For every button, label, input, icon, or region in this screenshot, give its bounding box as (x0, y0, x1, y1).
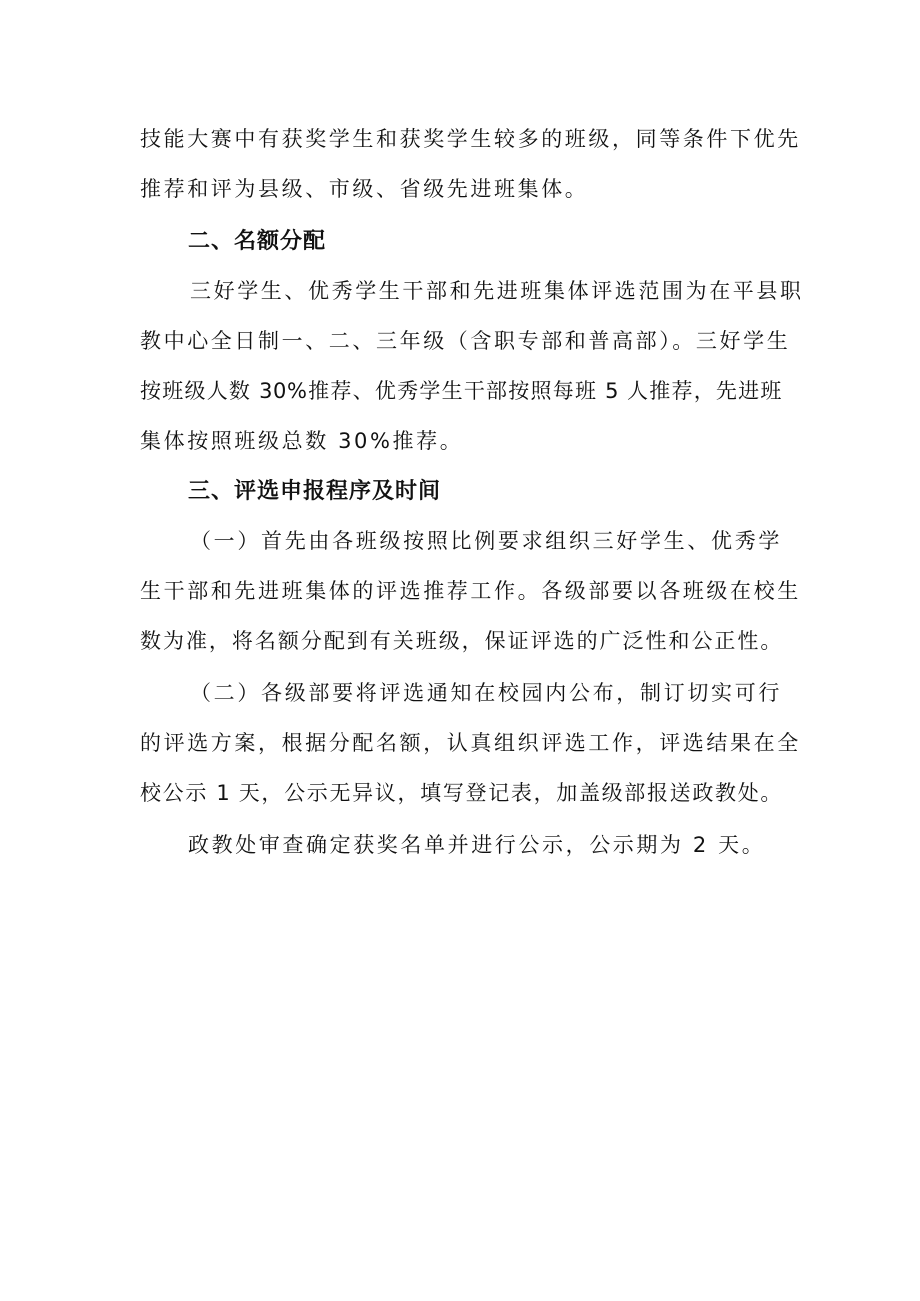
paragraph-line: 集体按照班级总数 30%推荐。 (140, 429, 464, 453)
paragraph-line: 政教处审查确定获奖名单并进行公示，公示期为 2 天。 (188, 833, 766, 857)
paragraph-line: 按班级人数 30%推荐、优秀学生干部按照每班 5 人推荐，先进班 (140, 379, 782, 403)
paragraph-line: 校公示 1 天，公示无异议，填写登记表，加盖级部报送政教处。 (140, 781, 782, 805)
paragraph-line: （二）各级部要将评选通知在校园内公布，制订切实可行 (190, 681, 782, 705)
paragraph-line: （一）首先由各班级按照比例要求组织三好学生、优秀学 (190, 529, 782, 553)
section-heading-procedure: 三、评选申报程序及时间 (188, 479, 442, 504)
paragraph-line: 的评选方案，根据分配名额，认真组织评选工作，评选结果在全 (140, 731, 801, 755)
document-body (140, 127, 804, 857)
paragraph-line: 技能大赛中有获奖学生和获奖学生较多的班级，同等条件下优先 (140, 127, 801, 151)
paragraph-line: 数为准，将名额分配到有关班级，保证评选的广泛性和公正性。 (140, 629, 782, 653)
paragraph-line: 教中心全日制一、二、三年级（含职专部和普高部）。三好学生 (140, 329, 791, 353)
paragraph-line: 生干部和先进班集体的评选推荐工作。各级部要以各班级在校生 (140, 579, 801, 603)
paragraph-line: 推荐和评为县级、市级、省级先进班集体。 (140, 177, 589, 201)
paragraph-line: 三好学生、优秀学生干部和先进班集体评选范围为在平县职 (190, 279, 804, 303)
section-heading-quota: 二、名额分配 (188, 229, 327, 254)
